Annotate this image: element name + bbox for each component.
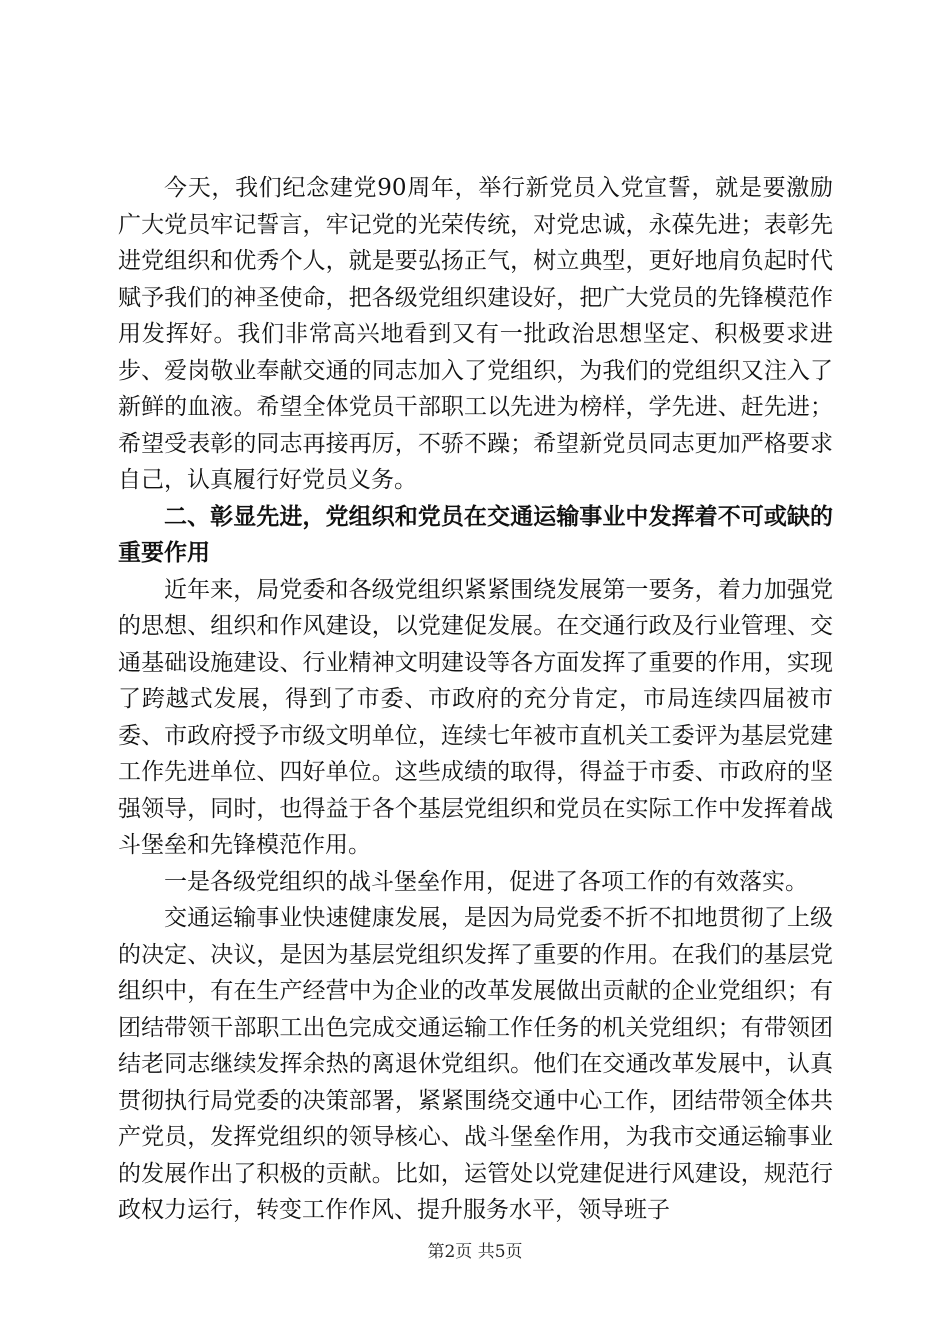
paragraph-commemoration: 今天，我们纪念建党90周年，举行新党员入党宣誓，就是要激励广大党员牢记誓言，牢记党的光荣传统，对党忠诚，永葆先进；表彰先进党组织和优秀个人，就是要弘扬正气，树立典型，更好地肩负起时代赋予我们的神圣使命，把各级党组织建设好，把广大党员的先锋模范作用发挥好。我们非常高兴地看到又有一批政治思想坚定、积极要求进步、爱岗敬业奉献交通的同志加入了党组织，为我们的党组织又注入了新鲜的血液。希望全体党员干部职工以先进为榜样，学先进、赶先进；希望受表彰的同志再接再厉，不骄不躁；希望新党员同志更加严格要求自己，认真履行好党员义务。 xyxy=(118,175,833,493)
document-body xyxy=(118,170,833,1229)
paragraph-point-one: 一是各级党组织的战斗堡垒作用，促进了各项工作的有效落实。 xyxy=(164,868,808,895)
paragraph-achievements: 近年来，局党委和各级党组织紧紧围绕发展第一要务，着力加强党的思想、组织和作风建设，以党建促发展。在交通行政及行业管理、交通基础设施建设、行业精神文明建设等各方面发挥了重要的作用，实现了跨越式发展，得到了市委、市政府的充分肯定，市局连续四届被市委、市政府授予市级文明单位，连续七年被市直机关工委评为基层党建工作先进单位、四好单位。这些成绩的取得，得益于市委、市政府的坚强领导，同时，也得益于各个基层党组织和党员在实际工作中发挥着战斗堡垒和先锋模范作用。 xyxy=(118,576,833,858)
paragraph-development: 交通运输事业快速健康发展，是因为局党委不折不扣地贯彻了上级的决定、决议，是因为基层党组织发挥了重要的作用。在我们的基层党组织中，有在生产经营中为企业的改革发展做出贡献的企业党组织；有团结带领干部职工出色完成交通运输工作任务的机关党组织；有带领团结老同志继续发挥余热的离退休党组织。他们在交通改革发展中，认真贯彻执行局党委的决策部署，紧紧围绕交通中心工作，团结带领全体共产党员，发挥党组织的领导核心、战斗堡垒作用，为我市交通运输事业的发展作出了积极的贡献。比如，运管处以党建促进行风建设，规范行政权力运行，转变工作作风、提升服务水平，领导班子 xyxy=(118,905,833,1223)
page-footer: 第2页 共5页 xyxy=(427,1242,523,1262)
section-heading: 二、彰显先进，党组织和党员在交通运输事业中发挥着不可或缺的重要作用 xyxy=(118,502,833,566)
